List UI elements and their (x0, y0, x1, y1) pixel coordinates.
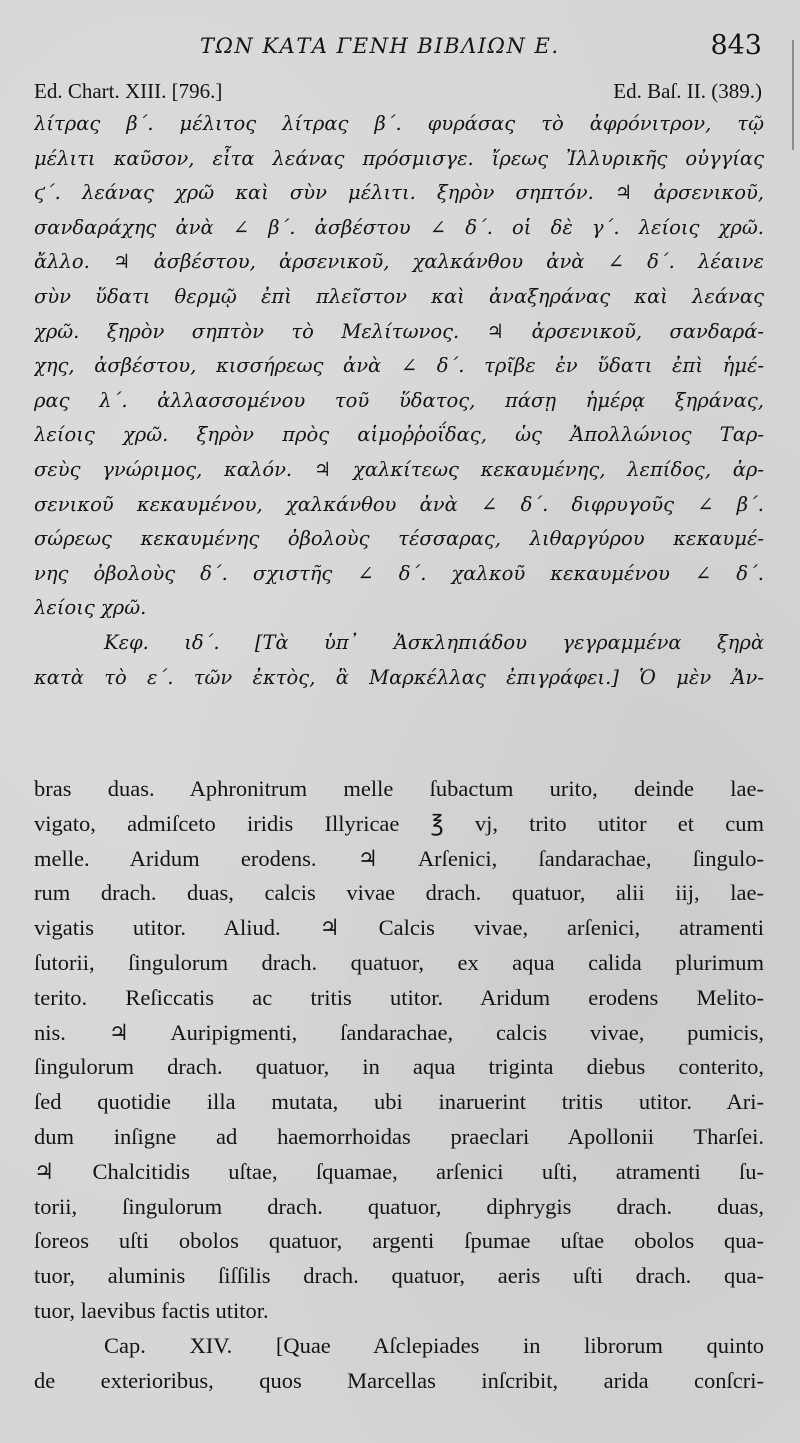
latin-line: dum inſigne ad haemorrhoidas praeclari Apollonii Tharſei. (34, 1123, 764, 1149)
edition-reference-line (34, 79, 762, 105)
page-header (0, 28, 800, 68)
latin-line: ♃ Chalcitidis uſtae, ſquamae, arſenici uſti, atramenti ſu- (34, 1158, 764, 1184)
greek-line: λείοις χρῶ. ξηρὸν πρὸς αἱμοῤῥοΐδας, ὡς Ἀπολλώνιος Ταρ- (34, 423, 764, 447)
greek-line: νης ὀβολοὺς δ΄. σχιστῆς ∠ δ΄. χαλκοῦ κεκαυμένου ∠ δ΄. (34, 561, 764, 585)
greek-line: λείοις χρῶ. (34, 596, 147, 620)
greek-line: χης, ἀσβέστου, κισσήρεως ἀνὰ ∠ δ΄. τρῖβε ἐν ὕδατι ἐπὶ ἡμέ- (34, 354, 764, 378)
greek-line: ἄλλο. ♃ ἀσβέστου, ἀρσενικοῦ, χαλκάνθου ἀνὰ ∠ δ΄. λέαινε (34, 250, 764, 274)
latin-line: ſed quotidie illa mutata, ubi inaruerint tritis utitor. Ari- (34, 1089, 764, 1115)
latin-line: ſutorii, ſingulorum drach. quatuor, ex aqua calida plurimum (34, 949, 764, 975)
greek-line: ρας λ΄. ἀλλασσομένου τοῦ ὕδατος, πάσῃ ἡμέρᾳ ξηράνας, (34, 388, 764, 412)
latin-line: nis. ♃ Auripigmenti, ſandarachae, calcis vivae, pumicis, (34, 1019, 764, 1045)
greek-line: σὺν ὕδατι θερμῷ ἐπὶ πλεῖστον καὶ ἀναξηράνας καὶ λεάνας (34, 284, 764, 308)
greek-line: μέλιτι καῦσον, εἶτα λεάνας πρόσμισγε. ἴρεως Ἰλλυρικῆς οὐγγίας (34, 146, 764, 170)
latin-line: vigatis utitor. Aliud. ♃ Calcis vivae, arſenici, atramenti (34, 915, 764, 941)
latin-line: torii, ſingulorum drach. quatuor, diphrygis drach. duas, (34, 1193, 764, 1219)
latin-line: tuor, laevibus factis utitor. (34, 1297, 269, 1323)
greek-line: λίτρας β΄. μέλιτος λίτρας β΄. φυράσας τὸ ἀφρόνιτρον, τῷ (34, 112, 764, 135)
latin-line: ſoreos uſti obolos quatuor, argenti ſpumae uſtae obolos qua- (34, 1228, 764, 1254)
greek-chapter-heading: Κεφ. ιδ΄. [Τὰ ὑπ᾽ Ἀσκληπιάδου γεγραμμένα ξηρὰ (104, 630, 764, 654)
greek-line: σώρεως κεκαυμένης ὀβολοὺς τέσσαρας, λιθαργύρου κεκαυμέ- (34, 527, 764, 551)
greek-line: κατὰ τὸ ε΄. τῶν ἐκτὸς, ἃ Μαρκέλλας ἐπιγράφει.] Ὁ μὲν Ἀν- (34, 665, 764, 689)
greek-line: ϛ΄. λεάνας χρῶ καὶ σὺν μέλιτι. ξηρὸν σηπτόν. ♃ ἀρσενικοῦ, (34, 181, 764, 205)
latin-chapter-heading: Cap. XIV. [Quae Aſclepiades in librorum quinto (104, 1332, 764, 1358)
latin-line: melle. Aridum erodens. ♃ Arſenici, ſandarachae, ſingulo- (34, 845, 764, 871)
page-number: 843 (710, 30, 762, 61)
greek-line: σεὺς γνώριμος, καλόν. ♃ χαλκίτεως κεκαυμένης, λεπίδος, ἀρ- (34, 457, 764, 481)
latin-line: rum drach. duas, calcis vivae drach. quatuor, alii iij, lae- (34, 880, 764, 906)
latin-line: de exterioribus, quos Marcellas inſcribit, arida conſcri- (34, 1367, 764, 1393)
latin-line: tuor, aluminis ſiſſilis drach. quatuor, aeris uſti drach. qua- (34, 1263, 764, 1289)
greek-line: σανδαράχης ἀνὰ ∠ β΄. ἀσβέστου ∠ δ΄. οἱ δὲ γ΄. λείοις χρῶ. (34, 215, 764, 239)
edition-chart-reference: Ed. Chart. XIII. [796.] (34, 79, 223, 103)
greek-line: σενικοῦ κεκαυμένου, χαλκάνθου ἀνὰ ∠ δ΄. διφρυγοῦς ∠ β΄. (34, 492, 764, 516)
running-title: ΤΩΝ ΚΑΤΑ ΓΕΝΗ ΒΙΒΛΙΩΝ Ε. (200, 34, 560, 58)
latin-line: ſingulorum drach. quatuor, in aqua triginta diebus conterito, (34, 1054, 764, 1080)
greek-text-block (34, 107, 764, 695)
greek-line: χρῶ. ξηρὸν σηπτὸν τὸ Μελίτωνος. ♃ ἀρσενικοῦ, σανδαρά- (34, 319, 764, 343)
latin-line: bras duas. Aphronitrum melle ſubactum urito, deinde lae- (34, 776, 764, 801)
latin-text-block (34, 772, 764, 1398)
latin-line: terito. Reſiccatis ac tritis utitor. Aridum erodens Melito- (34, 984, 764, 1010)
latin-line: vigato, admiſceto iridis Illyricae ℥ vj, trito utitor et cum (34, 810, 764, 836)
edition-basel-reference: Ed. Baſ. II. (389.) (613, 79, 762, 103)
